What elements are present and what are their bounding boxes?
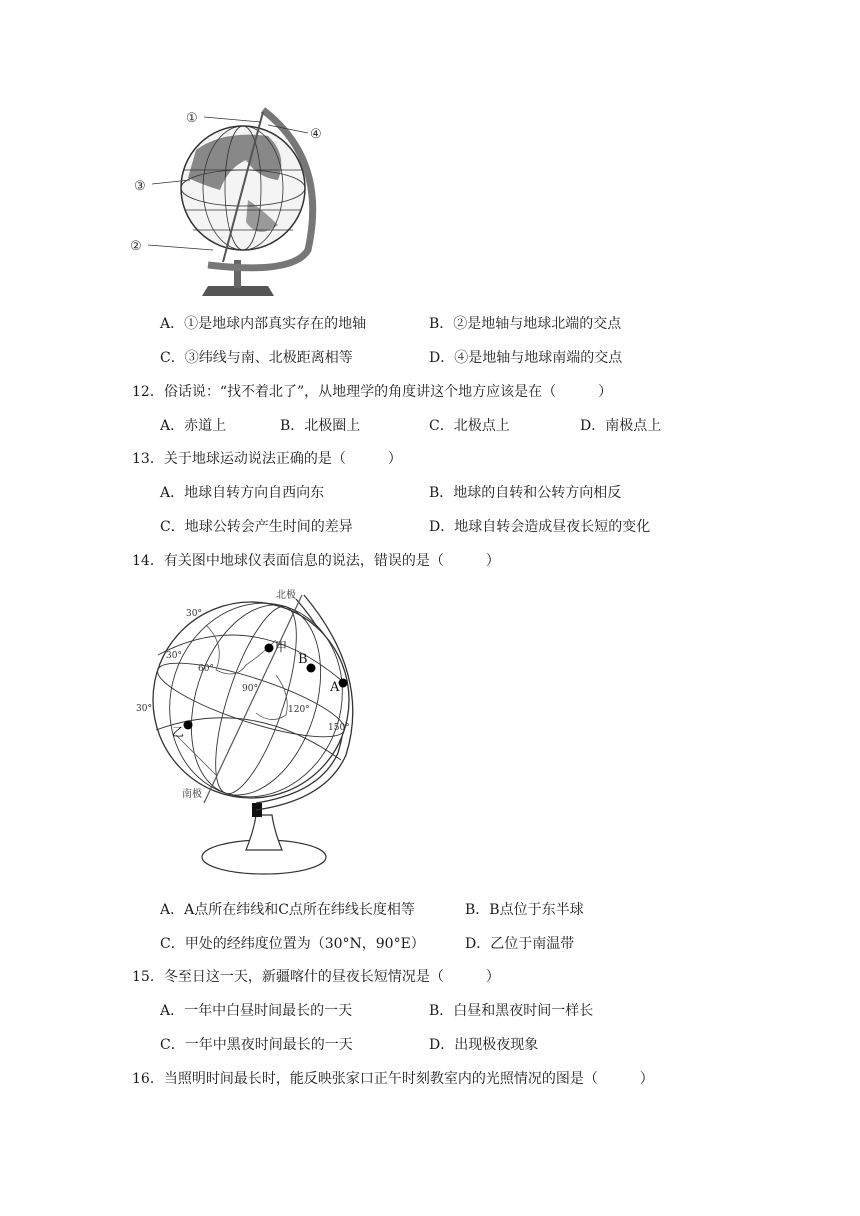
lon-label-150: 150°	[328, 723, 350, 733]
globe-label-1: ①	[186, 111, 198, 126]
point-a	[339, 679, 348, 688]
q14-option-d: D．乙位于南温带	[465, 936, 575, 952]
q15-option-b: B．白昼和黑夜时间一样长	[429, 1003, 594, 1019]
q14-option-a: A．A点所在纬线和C点所在纬线长度相等	[160, 902, 415, 918]
q13-option-b: B．地球的自转和公转方向相反	[429, 485, 622, 501]
q11-option-c: C．③纬线与南、北极距离相等	[160, 350, 353, 366]
q12-option-b: B．北极圈上	[280, 418, 361, 434]
q14-stem: 14．有关图中地球仪表面信息的说法，错误的是（ ）	[132, 553, 500, 569]
q15-option-d: D．出现极夜现象	[429, 1037, 539, 1053]
point-a-label: A	[330, 680, 340, 695]
q14-option-b: B．B点位于东半球	[465, 902, 584, 918]
q11-option-a: A．①是地球内部真实存在的地轴	[160, 316, 367, 332]
q16-stem: 16．当照明时间最长时，能反映张家口正午时刻教室内的光照情况的图是（ ）	[132, 1071, 654, 1087]
globe-label-4: ④	[310, 127, 322, 142]
q12-stem: 12．俗话说：“找不着北了”，从地理学的角度讲这个地方应该是在（ ）	[132, 384, 613, 400]
q11-option-d: D．④是地轴与地球南端的交点	[429, 350, 623, 366]
globe-figure-1	[128, 100, 338, 305]
lat-label-30-left: 30°	[136, 704, 152, 714]
globe-figure-2	[136, 585, 376, 880]
q13-option-c: C．地球公转会产生时间的差异	[160, 519, 353, 535]
q15-option-c: C．一年中黑夜时间最长的一天	[160, 1037, 353, 1053]
point-jia	[265, 644, 274, 653]
lon-label-90: 90°	[242, 684, 258, 694]
point-b	[307, 664, 316, 673]
q12-option-d: D．南极点上	[580, 418, 662, 434]
globe-label-3: ③	[134, 179, 146, 194]
globe-label-2: ②	[130, 239, 142, 254]
lon-label-120: 120°	[288, 705, 310, 715]
q13-option-d: D．地球自转会造成昼夜长短的变化	[429, 519, 651, 535]
south-pole-label: 南极	[182, 789, 202, 800]
north-pole-label: 北极	[276, 590, 296, 601]
q12-option-c: C．北极点上	[429, 418, 510, 434]
lat-label-30-mid: 30°	[166, 651, 182, 661]
q14-option-c: C．甲处的经纬度位置为（30°N，90°E）	[160, 936, 425, 952]
q11-option-b: B．②是地轴与地球北端的交点	[429, 316, 622, 332]
point-yi-label: 乙	[172, 725, 185, 739]
lat-label-30-top: 30°	[186, 609, 202, 619]
point-b-label: B	[298, 652, 308, 667]
point-jia-label: 甲	[275, 640, 288, 654]
q12-option-a: A．赤道上	[160, 418, 227, 434]
point-yi	[184, 721, 193, 730]
lon-label-60: 60°	[198, 664, 214, 674]
q15-option-a: A．一年中白昼时间最长的一天	[160, 1003, 353, 1019]
q13-stem: 13．关于地球运动说法正确的是（ ）	[132, 451, 402, 467]
q15-stem: 15．冬至日这一天，新疆喀什的昼夜长短情况是（ ）	[132, 969, 500, 985]
q13-option-a: A．地球自转方向自西向东	[160, 485, 325, 501]
